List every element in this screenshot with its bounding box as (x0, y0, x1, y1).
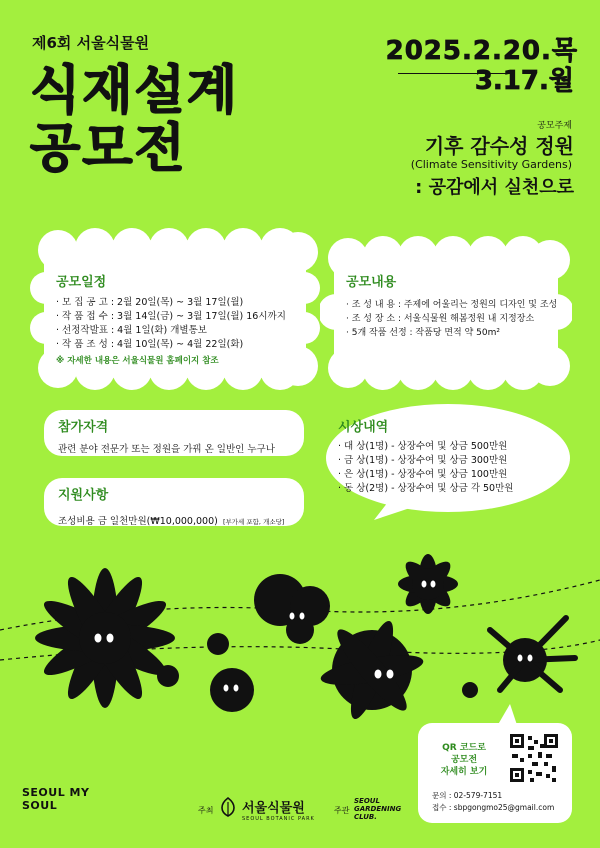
eligibility-section (58, 416, 298, 455)
awards-list (338, 440, 558, 496)
host-label: 주최 (198, 806, 214, 815)
schedule-item: · 모 집 공 고 : 2월 20일(목) ~ 3월 17일(월) (56, 297, 244, 308)
qr-caption-line: 자세히 보기 (440, 767, 488, 777)
schedule-item: · 작 품 접 수 : 3월 14일(금) ~ 3월 17일(월) 16시까지 (56, 311, 286, 322)
poster-title (30, 62, 239, 178)
theme-english: (Climate Sensitivity Gardens) (410, 158, 572, 171)
content-item: · 조 성 내 용 : 주제에 어울리는 정원의 디자인 및 조성 (346, 300, 558, 310)
qr-code[interactable] (508, 732, 560, 784)
date-end: 3.17.월 (474, 66, 574, 96)
awards-item: · 동 상(2명) - 상장수여 및 상금 각 50만원 (338, 483, 514, 494)
seoul-my-soul-logo (22, 786, 92, 812)
awards-item: · 은 상(1명) - 상장수여 및 상금 100만원 (338, 469, 508, 480)
awards-item: · 대 상(1명) - 상장수여 및 상금 500만원 (338, 441, 508, 452)
seoul-logo-text: SEOUL MY SOUL (22, 786, 90, 812)
awards-section (338, 416, 558, 496)
organizer-name: SEOUL GARDENING CLUB. (354, 797, 402, 821)
theme-subtitle: : 공감에서 실천으로 (415, 177, 574, 198)
eligibility-heading: 참가자격 (58, 420, 109, 435)
botanic-park-leaf-icon (218, 796, 238, 818)
schedule-section (56, 271, 306, 366)
host-name: 서울식물원 (242, 801, 305, 816)
title-line-2: 공모전 (30, 119, 187, 179)
date-start: 2025.2.20.목 (385, 36, 578, 66)
schedule-item: · 작 품 조 성 : 4월 10일(목) ~ 4월 22일(화) (56, 339, 244, 350)
content-list (346, 298, 574, 340)
title-line-1: 식재설계 (30, 61, 239, 121)
awards-item: · 금 상(1명) - 상장수여 및 상금 300만원 (338, 455, 508, 466)
organizer-label: 주관 (334, 806, 350, 815)
schedule-list (56, 296, 306, 352)
content-heading: 공모내용 (346, 275, 397, 290)
qr-caption (432, 742, 496, 778)
support-small: [부가세 포함, 개소당] (222, 518, 285, 526)
theme-title: 기후 감수성 정원 (424, 134, 574, 158)
awards-heading: 시상내역 (338, 420, 389, 435)
contact-email: 접수 : sbpgongmo25@gmail.com (432, 803, 555, 812)
content-item: · 조 성 장 소 : 서울식물원 해봄정원 내 지정장소 (346, 314, 535, 324)
host-logo (242, 797, 315, 822)
schedule-note: ※ 자세한 내용은 서울식물원 홈페이지 참조 (56, 356, 219, 366)
support-heading: 지원사항 (58, 488, 109, 503)
support-section (58, 484, 302, 528)
host-english: SEOUL BOTANIC PARK (242, 816, 315, 822)
plant-characters-illustration (0, 540, 600, 720)
qr-contact (432, 790, 554, 814)
eligibility-text: 관련 분야 전문가 또는 정원을 가꿔 온 일반인 누구나 (58, 444, 275, 455)
theme-label: 공모주제 (537, 121, 572, 131)
qr-caption-line: QR 코드로 (442, 743, 486, 753)
edition-label: 제6회 서울식물원 (32, 34, 150, 52)
schedule-item: · 선정작발표 : 4월 1일(화) 개별통보 (56, 325, 207, 336)
qr-caption-line: 공모전 (450, 755, 478, 765)
content-item: · 5개 작품 선정 : 작품당 면적 약 50m² (346, 328, 500, 338)
support-line (58, 509, 302, 528)
content-section (346, 271, 574, 340)
contact-phone: 문의 : 02-579-7151 (432, 791, 503, 800)
schedule-heading: 공모일정 (56, 275, 107, 290)
support-text: 조성비용 금 일천만원(₩10,000,000) (58, 516, 218, 527)
